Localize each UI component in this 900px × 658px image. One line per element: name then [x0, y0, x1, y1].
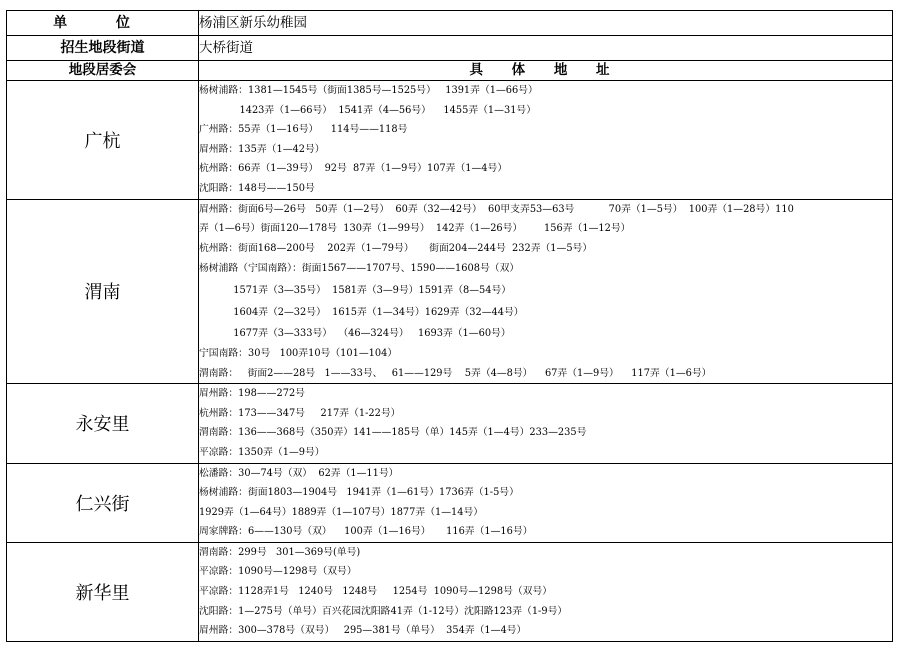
- unit-label: 单 位: [7, 11, 199, 36]
- address-line: 平凉路：1090号—1298号（双号）: [199, 566, 357, 578]
- committee-name: 新华里: [7, 542, 199, 641]
- address-line: 杭州路：街面168—200号 202弄（1—79号） 街面204—244号 232弄（1—5号）: [199, 242, 593, 254]
- committee-name: 永安里: [7, 384, 199, 463]
- address-cell: [199, 199, 893, 384]
- committee-column-header: 地段居委会: [7, 61, 199, 81]
- address-line: 杨树浦路：街面1803—1904号 1941弄（1—61号）1736弄（1-5号）: [199, 487, 519, 499]
- address-line: 1423弄（1—66号） 1541弄（4—56号） 1455弄（1—31号）: [199, 104, 537, 116]
- address-line: 沈阳路：148号——150号: [199, 182, 315, 194]
- address-line: 1604弄（2—32号） 1615弄（1—34号）1629弄（32—44号）: [199, 307, 524, 319]
- unit-row: [7, 11, 893, 36]
- address-cell: [199, 384, 893, 463]
- address-column-header: 具 体 地 址: [199, 61, 893, 81]
- address-line: 杨树浦路：1381—1545号（街面1385号—1525号） 1391弄（1—66号）: [199, 85, 538, 96]
- table-row: [7, 199, 893, 384]
- unit-value: 杨浦区新乐幼稚园: [199, 11, 893, 36]
- enrollment-table: [6, 10, 893, 642]
- address-cell: [199, 81, 893, 200]
- address-line: 1929弄（1—64号）1889弄（1—107号）1877弄（1—14号）: [199, 506, 484, 518]
- committee-name: 仁兴街: [7, 463, 199, 542]
- address-line: 广州路：55弄（1—16号） 114号——118号: [199, 124, 408, 136]
- street-value: 大桥街道: [199, 36, 893, 61]
- address-line: 眉州路：135弄（1—42号）: [199, 143, 325, 155]
- address-line: 宁国南路：30号 100弄10号（101—104）: [199, 347, 398, 359]
- address-line: 沈阳路：1—275号（单号）百兴花园沈阳路41弄（1-12号）沈阳路123弄（1-9号）: [199, 605, 568, 617]
- address-line: 杭州路：66弄（1—39号） 92号 87弄（1—9号）107弄（1—4号）: [199, 163, 508, 175]
- column-header-row: [7, 61, 893, 81]
- address-line: 眉州路：街面6号—26号 50弄（1—2号） 60弄（32—42号） 60甲支弄53—63号 70弄（1—5号） 100弄（1—28号）110: [199, 203, 794, 215]
- address-line: 眉州路：300—378号（双号） 295—381号（单号） 354弄（1—4号）: [199, 625, 527, 637]
- table-row: [7, 542, 893, 641]
- address-line: 平凉路：1350弄（1—9号）: [199, 446, 325, 458]
- address-line: 松潘路：30—74号（双） 62弄（1—11号）: [199, 467, 399, 479]
- address-line: 眉州路：198——272号: [199, 388, 305, 400]
- address-line: 杨树浦路（宁国南路）：街面1567——1707号、1590——1608号（双）: [199, 263, 520, 275]
- address-cell: [199, 542, 893, 641]
- table-row: [7, 384, 893, 463]
- address-line: 渭南路：136——368号（350弄）141——185号（单）145弄（1—4号）233—235号: [199, 427, 587, 439]
- address-cell: [199, 463, 893, 542]
- street-label: 招生地段街道: [7, 36, 199, 61]
- address-line: 周家牌路：6——130号（双） 100弄（1—16号） 116弄（1—16号）: [199, 526, 533, 538]
- table-row: [7, 81, 893, 200]
- table-row: [7, 463, 893, 542]
- street-row: [7, 36, 893, 61]
- address-line: 杭州路：173——347号 217弄（1-22号）: [199, 407, 401, 419]
- address-line: 渭南路： 街面2——28号 1——33号、 61——129号 5弄（4—8号） 67弄（1—9号） 117弄（1—6号）: [199, 367, 712, 379]
- committee-name: 广杭: [7, 81, 199, 200]
- address-line: 渭南路：299号 301—369号(单号): [199, 546, 361, 558]
- address-line: 平凉路：1128弄1号 1240号 1248号 1254号 1090号—1298号（双号）: [199, 586, 553, 598]
- address-line: 1677弄（3—333号） （46—324号） 1693弄（1—60号）: [199, 328, 511, 340]
- address-line: 1571弄（3—35号） 1581弄（3—9号）1591弄（8—54号）: [199, 285, 512, 297]
- address-line: 弄（1—6号）街面120—178号 130弄（1—99号） 142弄（1—26号） 156弄（1—12号）: [199, 223, 631, 235]
- committee-name: 渭南: [7, 199, 199, 384]
